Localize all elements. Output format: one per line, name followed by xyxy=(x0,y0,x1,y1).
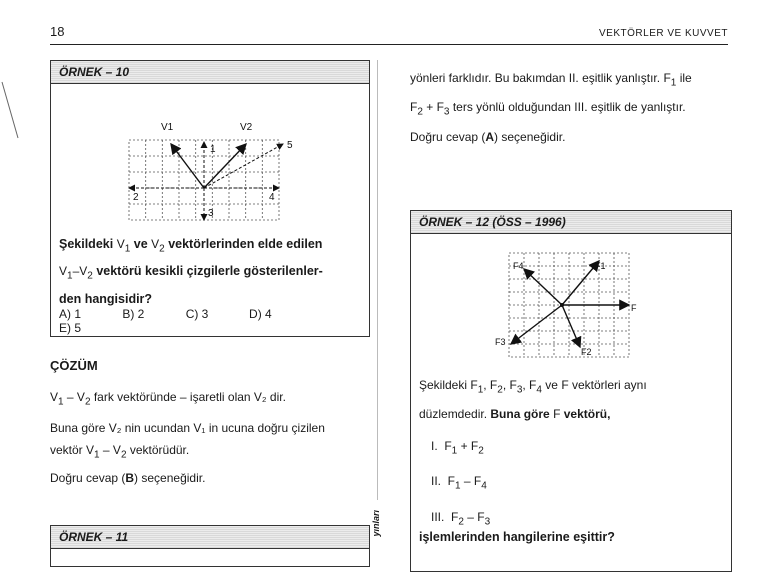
choice-b: B) 2 xyxy=(122,307,145,321)
label-5: 5 xyxy=(287,140,293,151)
page-number: 18 xyxy=(50,24,65,39)
label-v1: V1 xyxy=(161,122,174,133)
label-2: 2 xyxy=(133,192,139,203)
example-10-box xyxy=(50,60,370,337)
label-1: 1 xyxy=(210,144,216,155)
item-1: I. $F_1 + F_2$ xyxy=(431,439,484,457)
example-12-diagram xyxy=(491,247,641,359)
solution-heading: ÇÖZÜM xyxy=(50,358,98,373)
example-10-choices xyxy=(59,307,369,335)
margin-mark xyxy=(0,80,20,140)
publisher-sidebar: yınları xyxy=(371,510,381,537)
right-column-text: yönleri farklıdır. Bu bakımdan II. eşitlik yanlıştır. $F_1$ ile $F_2 + F_3$ ters yönlü olduğundan III. eşitlik de yanlıştır. Doğru cevap (A) seçeneğidir. xyxy=(410,71,692,144)
example-11-box xyxy=(50,525,370,567)
example-12-text: Şekildeki $F_1$, $F_2$, $F_3$, $F_4$ ve F vektörleri aynı düzlemdedir. Buna göre F vektörü, xyxy=(419,378,647,422)
example-12-question: işlemlerinden hangilerine eşittir? xyxy=(419,530,615,544)
choice-d: D) 4 xyxy=(249,307,272,321)
example-10-question: Şekildeki $V_1$ ve $V_2$ vektörlerinden elde edilen $V_1-V_2$ vektörü kesikli çizgilerle gösterilenler- den hangisidir? xyxy=(59,237,323,306)
chapter-title: VEKTÖRLER VE KUVVET xyxy=(599,28,728,39)
example-10-diagram xyxy=(121,116,301,226)
label-f2: F2 xyxy=(581,347,592,357)
item-2: II. $F_1 - F_4$ xyxy=(431,474,487,492)
vector-f4 xyxy=(524,269,562,305)
example-11-title: ÖRNEK – 11 xyxy=(51,526,369,549)
label-f1: F1 xyxy=(595,261,606,271)
dashed-5 xyxy=(204,144,283,188)
example-12-box xyxy=(410,210,732,572)
label-f3: F3 xyxy=(495,337,506,347)
example-12-title: ÖRNEK – 12 (ÖSS – 1996) xyxy=(411,211,731,234)
example-10-title: ÖRNEK – 10 xyxy=(51,61,369,84)
label-v2: V2 xyxy=(240,122,253,133)
vector-f1 xyxy=(562,261,599,305)
label-f4: F4 xyxy=(513,261,524,271)
column-divider xyxy=(377,60,378,500)
label-4: 4 xyxy=(269,192,275,203)
example-12-items xyxy=(431,431,711,537)
solution-body: $V_1 - V_2$ fark vektöründe – işaretli olan V₂ dir. Buna göre V₂ nin ucundan V₁ in ucuna doğru çizilen vektör $V_1 - V_2$ vektörüdür. Doğru cevap (B) seçeneğidir. xyxy=(50,390,325,485)
label-3: 3 xyxy=(208,208,214,219)
choice-e: E) 5 xyxy=(59,321,82,335)
header-rule xyxy=(50,44,728,45)
vector-f2 xyxy=(562,305,580,347)
vector-v1 xyxy=(171,144,204,188)
item-3: III. $F_2 - F_3$ xyxy=(431,509,491,528)
choice-c: C) 3 xyxy=(185,307,209,321)
choice-a: A) 1 xyxy=(59,307,82,321)
label-f: F xyxy=(631,303,637,313)
